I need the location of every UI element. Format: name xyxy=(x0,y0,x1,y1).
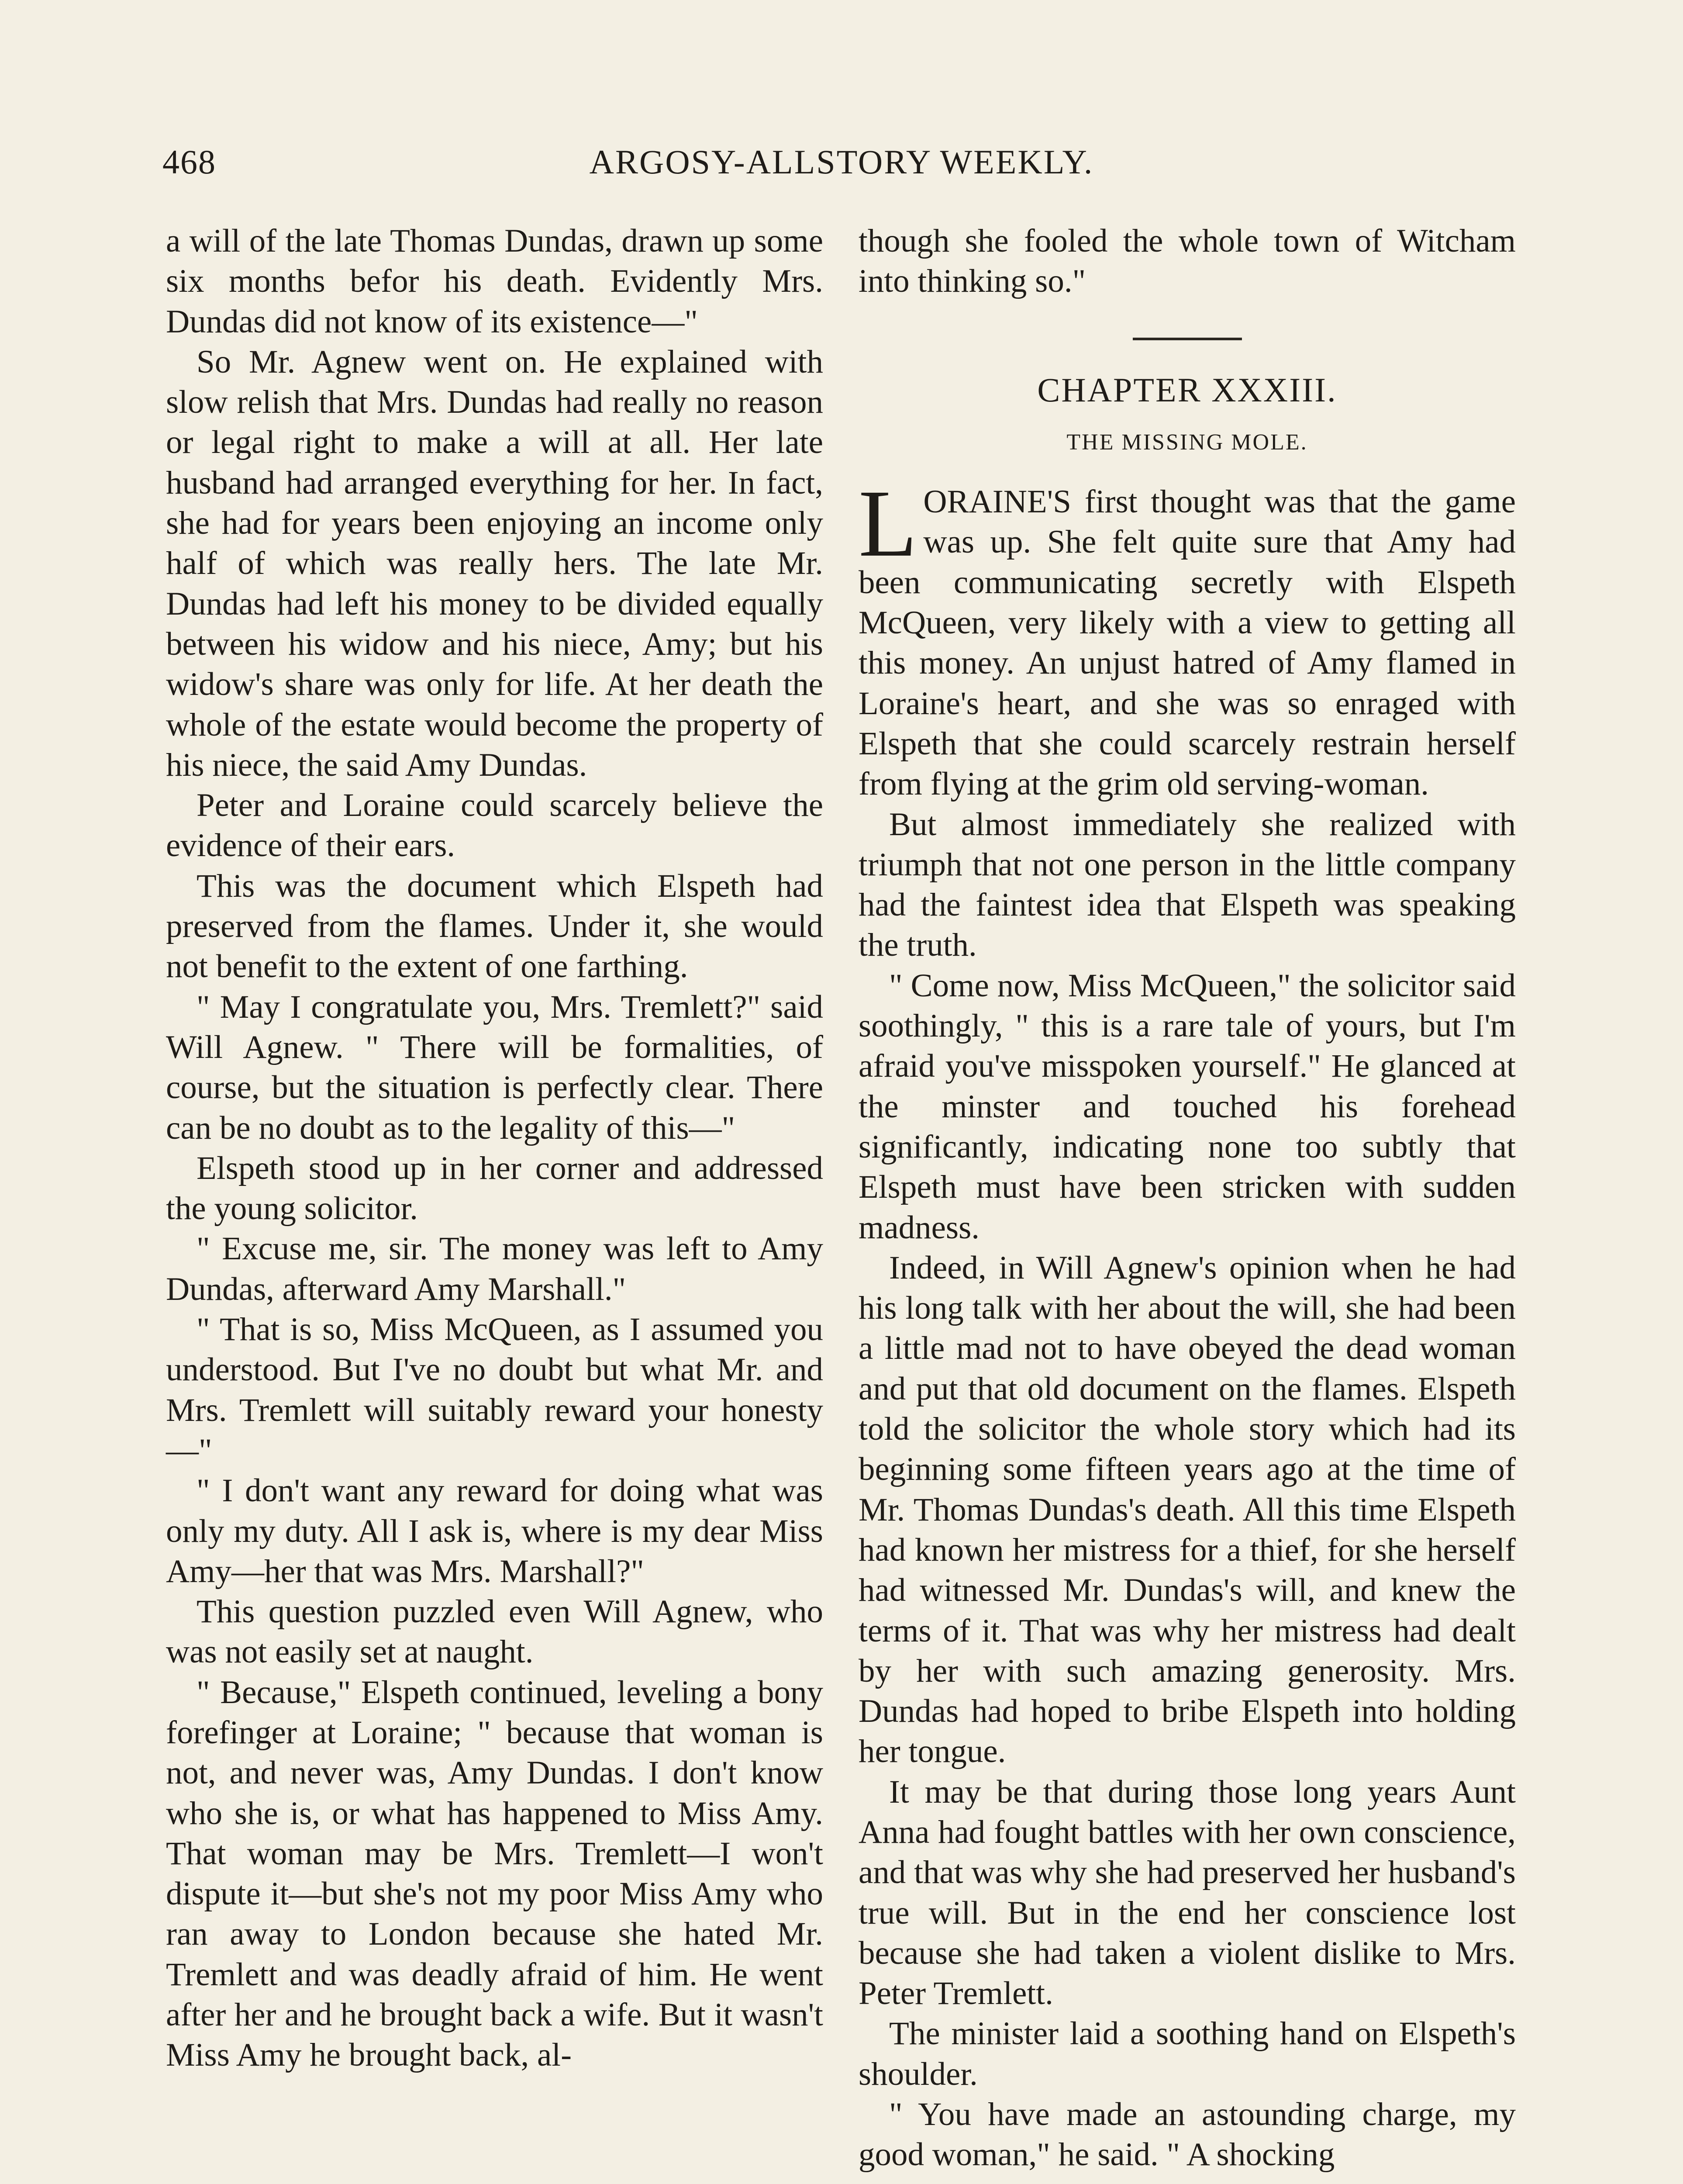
left-column xyxy=(166,221,823,2076)
paragraph: " Come now, Miss McQueen," the solicitor said soothingly, " this is a rare tale of yours, but I'm afraid you've misspoken yourself." He glanced at the minster and touched his forehead significantly, indicating none too subtly that Elspeth must have been stricken with sudden madness. xyxy=(859,967,1516,1246)
paragraph: " That is so, Miss McQueen, as I assumed you understood. But I've no doubt but what Mr. and Mrs. Tremlett will suitably reward your honesty—" xyxy=(166,1311,823,1469)
paragraph: But almost immediately she realized with triumph that not one person in the little company had the faintest idea that Elspeth was speaking the truth. xyxy=(859,806,1516,964)
paragraph: " May I congratulate you, Mrs. Tremlett?" said Will Agnew. " There will be formalities, of course, but the situation is perfectly clear. There can be no doubt as to the legality of this—" xyxy=(166,988,823,1146)
chapter-opening-paragraph xyxy=(859,470,1516,804)
drop-cap: L xyxy=(859,470,917,577)
paragraph: This question puzzled even Will Agnew, who was not easily set at naught. xyxy=(166,1593,823,1670)
continuation-paragraph: though she fooled the whole town of Witcham into thinking so." xyxy=(859,223,1516,300)
paragraph: This was the document which Elspeth had preserved from the flames. Under it, she would not benefit to the extent of one farthing. xyxy=(166,867,823,985)
right-column xyxy=(859,221,1516,2175)
paragraph: Elspeth stood up in her corner and addressed the young solicitor. xyxy=(166,1150,823,1227)
paragraph: The minister laid a soothing hand on Elspeth's shoulder. xyxy=(859,2015,1516,2092)
page-number: 468 xyxy=(162,143,216,181)
paragraph: " Excuse me, sir. The money was left to Amy Dundas, afterward Amy Marshall." xyxy=(166,1230,823,1307)
paragraph: It may be that during those long years Aunt Anna had fought battles with her own conscience, and that was why she had preserved her husband's true will. But in the end her conscience lost because she had taken a violent dislike to Mrs. Peter Tremlett. xyxy=(859,1773,1516,2012)
paragraph: Indeed, in Will Agnew's opinion when he had his long talk with her about the will, she had been a little mad not to have obeyed the dead woman and put that old document on the flames. Elspeth told the solicitor the whole story which had its beginning some fifteen years ago at the time of Mr. Thomas Dundas's death. All this time Elspeth had known her mistress for a thief, for she herself had witnessed Mr. Dundas's will, and knew the terms of it. That was why her mistress had dealt by her with such amazing generosity. Mrs. Dundas had hoped to bribe Elspeth into holding her tongue. xyxy=(859,1249,1516,1770)
page-header xyxy=(162,142,1521,186)
paragraph: Peter and Loraine could scarcely believe the evidence of their ears. xyxy=(166,787,823,864)
paragraph: " Because," Elspeth continued, leveling a bony forefinger at Loraine; " because that woman is not, and never was, Amy Dundas. I don't know who she is, or what has happened to Miss Amy. That woman may be Mrs. Tremlett—I won't dispute it—but she's not my poor Miss Amy who ran away to London because she hated Mr. Tremlett and was deadly afraid of him. He went after her and he brought back a wife. But it wasn't Miss Amy he brought back, al- xyxy=(166,1674,823,2073)
paragraph: a will of the late Thomas Dundas, drawn up some six months befor his death. Evidently Mrs. Dundas did not know of its existence—" xyxy=(166,223,823,340)
running-title: ARGOSY-ALLSTORY WEEKLY. xyxy=(589,143,1094,181)
chapter-subtitle: THE MISSING MOLE. xyxy=(1066,429,1308,455)
paragraph: " You have made an astounding charge, my good woman," he said. " A shocking xyxy=(859,2096,1516,2173)
chapter-title: CHAPTER XXXIII. xyxy=(1037,370,1337,409)
opening-text: ORAINE'S first thought was that the game was up. She felt quite sure that Amy had been communicating secretly with Elspeth McQueen, very likely with a view to getting all this money. An unjust hatred of Amy flamed in Loraine's heart, and she was so enraged with Elspeth that she could scarcely restrain herself from flying at the grim old serving-woman. xyxy=(859,484,1516,802)
section-divider xyxy=(1133,338,1242,340)
paragraph: " I don't want any reward for doing what was only my duty. All I ask is, where is my dear Miss Amy—her that was Mrs. Marshall?" xyxy=(166,1472,823,1590)
paragraph: So Mr. Agnew went on. He explained with slow relish that Mrs. Dundas had really no reason or legal right to make a will at all. Her late husband had arranged everything for her. In fact, she had for years been enjoying an income only half of which was really hers. The late Mr. Dundas had left his money to be divided equally between his widow and his niece, Amy; but his widow's share was only for life. At her death the whole of the estate would become the property of his niece, the said Amy Dundas. xyxy=(166,343,823,783)
